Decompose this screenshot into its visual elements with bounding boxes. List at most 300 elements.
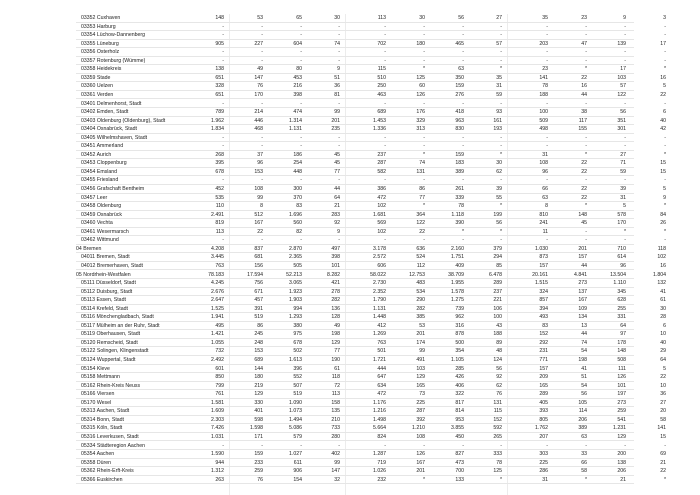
table-cell: 700 <box>455 468 464 475</box>
table-cell: 1.751 <box>451 254 464 261</box>
row-label: 03459 Osnabrück <box>81 211 122 218</box>
table-cell: 1.031 <box>211 433 224 440</box>
table-cell: 81 <box>334 91 340 98</box>
row-label: 03455 Friesland <box>81 177 119 184</box>
row-label: 05116 Mönchengladbach, Stadt <box>81 314 154 321</box>
table-cell: 505 <box>293 262 302 269</box>
table-cell: 878 <box>455 331 464 338</box>
row-label: 05117 Mülheim an der Ruhr, Stadt <box>81 322 160 329</box>
table-cell: 5 <box>623 203 626 210</box>
table-cell: 472 <box>377 391 386 398</box>
table-cell: * <box>663 476 666 483</box>
table-cell: 405 <box>539 399 548 406</box>
table-cell: - <box>546 100 548 107</box>
table-cell: 379 <box>493 245 502 252</box>
row-label: 05112 Duisburg, Stadt <box>81 288 133 295</box>
table-cell: 245 <box>254 331 263 338</box>
table-cell: 51 <box>334 74 340 81</box>
table-cell: 11 <box>542 228 548 235</box>
table-cell: 1.590 <box>211 451 224 458</box>
table-cell: 44 <box>581 262 587 269</box>
row-label: 03401 Delmenhorst, Stadt <box>81 100 142 107</box>
table-cell: 1.923 <box>289 288 302 295</box>
table-cell: 76 <box>257 476 263 483</box>
table-cell: 756 <box>254 280 263 287</box>
row-label: 04 Bremen <box>76 245 102 252</box>
table-cell: - <box>664 49 666 56</box>
table-cell: 35 <box>542 15 548 21</box>
table-cell: 364 <box>416 211 425 218</box>
table-cell: - <box>500 177 502 184</box>
table-cell: 101 <box>617 382 626 389</box>
table-cell: - <box>462 237 464 244</box>
table-cell: 761 <box>215 391 224 398</box>
row-label: 03452 Aurich <box>81 151 112 158</box>
table-cell: 1.312 <box>211 468 224 475</box>
table-cell: 15 <box>660 433 666 440</box>
table-cell: 1.026 <box>373 468 386 475</box>
table-cell: 1.421 <box>211 331 224 338</box>
table-cell: 148 <box>617 348 626 355</box>
table-row <box>76 48 666 57</box>
table-cell: 453 <box>293 74 302 81</box>
table-cell: 61 <box>660 297 666 304</box>
table-row <box>76 313 666 322</box>
table-cell: 512 <box>254 211 263 218</box>
table-cell: - <box>384 49 386 56</box>
table-cell: 452 <box>215 186 224 192</box>
row-label: 05358 Düren <box>81 459 111 466</box>
table-cell: 9 <box>337 66 340 73</box>
row-label: 03403 Oldenburg (Oldenburg), Stadt <box>81 117 166 124</box>
table-cell: 77 <box>419 194 425 201</box>
table-cell: 129 <box>331 339 340 346</box>
table-cell: * <box>499 151 502 158</box>
table-cell: 64 <box>620 322 626 329</box>
table-cell: 394 <box>539 305 548 312</box>
table-cell: - <box>222 177 224 184</box>
row-label: 03457 Leer <box>81 194 108 201</box>
table-cell: 2.572 <box>373 254 386 261</box>
table-cell: 2.352 <box>373 288 386 295</box>
table-cell: - <box>585 23 587 30</box>
table-cell: * <box>422 203 425 210</box>
table-cell: 611 <box>293 459 302 466</box>
table-cell: 1.269 <box>373 331 386 338</box>
table-cell: 830 <box>455 126 464 133</box>
table-cell: 286 <box>539 468 548 475</box>
table-cell: 16 <box>581 83 587 90</box>
table-cell: 99 <box>334 109 340 116</box>
table-cell: 1.498 <box>373 416 386 423</box>
table-cell: - <box>462 177 464 184</box>
table-cell: 280 <box>331 433 340 440</box>
table-cell: - <box>338 23 340 30</box>
table-row <box>76 134 666 143</box>
table-cell: * <box>663 66 666 73</box>
table-cell: * <box>663 228 666 235</box>
table-cell: 507 <box>293 382 302 389</box>
table-cell: 188 <box>493 331 502 338</box>
row-label: 05334 Städteregion Aachen <box>81 442 146 449</box>
row-label: 04012 Bremerhaven, Stadt <box>81 262 144 269</box>
table-cell: 255 <box>617 305 626 312</box>
table-cell: 2.870 <box>289 245 302 252</box>
table-cell: - <box>462 57 464 64</box>
table-cell: 22 <box>581 194 587 201</box>
table-cell: 1.790 <box>373 297 386 304</box>
table-cell: 201 <box>416 468 425 475</box>
table-cell: 763 <box>377 339 386 346</box>
table-cell: 21 <box>334 203 340 210</box>
table-cell: 824 <box>377 433 386 440</box>
table-cell: 733 <box>331 425 340 432</box>
table-cell: 13.504 <box>610 271 626 278</box>
table-cell: 282 <box>416 305 425 312</box>
table-row <box>76 416 666 425</box>
table-cell: 165 <box>416 382 425 389</box>
table-cell: 108 <box>254 186 263 192</box>
table-cell: 78.183 <box>208 271 224 278</box>
table-cell: - <box>222 442 224 449</box>
table-cell: 739 <box>455 305 464 312</box>
table-cell: 1.293 <box>289 314 302 321</box>
table-cell: - <box>585 177 587 184</box>
table-cell: 30 <box>334 15 340 21</box>
table-cell: 552 <box>293 374 302 381</box>
table-cell: 651 <box>215 91 224 98</box>
table-cell: 519 <box>254 314 263 321</box>
table-cell: - <box>585 228 587 235</box>
table-cell: 227 <box>254 40 263 47</box>
table-row <box>76 262 666 271</box>
table-cell: 122 <box>617 91 626 98</box>
row-label: 03358 Heidekreis <box>81 66 122 73</box>
table-cell: 161 <box>493 117 502 124</box>
table-cell: - <box>624 100 626 107</box>
table-cell: - <box>300 177 302 184</box>
table-cell: 328 <box>215 83 224 90</box>
table-cell: 141 <box>539 74 548 81</box>
table-cell: 138 <box>617 459 626 466</box>
table-cell: - <box>585 134 587 141</box>
table-cell: 483 <box>416 280 425 287</box>
table-cell: 20 <box>660 408 666 415</box>
table-cell: 1.804 <box>653 271 666 278</box>
table-cell: 789 <box>215 109 224 116</box>
table-cell: 294 <box>493 254 502 261</box>
table-cell: 9 <box>337 228 340 235</box>
table-cell: 147 <box>254 74 263 81</box>
row-label: 05124 Wuppertal, Stadt <box>81 357 136 363</box>
table-cell: 125 <box>493 468 502 475</box>
table-cell: 1.110 <box>613 280 626 287</box>
table-cell: 176 <box>416 109 425 116</box>
table-cell: 450 <box>455 433 464 440</box>
table-cell: 139 <box>617 40 626 47</box>
table-cell: - <box>624 32 626 39</box>
table-cell: 393 <box>539 408 548 415</box>
table-cell: 446 <box>254 117 263 124</box>
table-cell: 22 <box>581 74 587 81</box>
table-cell: 519 <box>293 391 302 398</box>
table-cell: - <box>462 32 464 39</box>
table-cell: - <box>222 134 224 141</box>
table-cell: 102 <box>657 254 666 261</box>
row-label: 05166 Viersen <box>81 391 115 398</box>
table-cell: 671 <box>254 288 263 295</box>
table-cell: 64 <box>660 357 666 363</box>
table-cell: - <box>462 49 464 56</box>
table-cell: 1.073 <box>289 408 302 415</box>
table-cell: 105 <box>578 399 587 406</box>
table-cell: 106 <box>493 305 502 312</box>
table-cell: 837 <box>254 245 263 252</box>
table-cell: - <box>585 57 587 64</box>
table-cell: - <box>423 100 425 107</box>
table-cell: 69 <box>660 451 666 458</box>
table-cell: 501 <box>377 348 386 355</box>
table-cell: 129 <box>617 433 626 440</box>
table-cell: 186 <box>293 151 302 158</box>
table-cell: 77 <box>334 168 340 175</box>
table-row <box>76 91 666 100</box>
table-cell: 805 <box>539 416 548 423</box>
table-cell: 509 <box>539 117 548 124</box>
table-cell: 232 <box>377 476 386 483</box>
table-row <box>76 31 666 40</box>
table-cell: 4.208 <box>211 245 224 252</box>
table-cell: 40 <box>660 117 666 124</box>
table-cell: 681 <box>254 254 263 261</box>
table-cell: - <box>261 32 263 39</box>
table-cell: 58 <box>581 468 587 475</box>
row-label: 03355 Lüneburg <box>81 40 119 47</box>
row-label: 05314 Bonn, Stadt <box>81 416 124 423</box>
table-cell: 799 <box>215 382 224 389</box>
table-cell: 401 <box>254 408 263 415</box>
table-cell: 152 <box>493 416 502 423</box>
table-cell: 99 <box>334 459 340 466</box>
table-cell: - <box>462 23 464 30</box>
table-cell: - <box>423 177 425 184</box>
table-cell: 115 <box>377 66 386 73</box>
table-cell: - <box>546 57 548 64</box>
table-cell: 40 <box>660 339 666 346</box>
table-cell: 200 <box>617 451 626 458</box>
table-cell: 157 <box>578 254 587 261</box>
table-cell: - <box>338 57 340 64</box>
table-row <box>76 151 666 160</box>
table-cell: 2.491 <box>211 211 224 218</box>
table-cell: 1.231 <box>613 425 626 432</box>
table-cell: - <box>624 23 626 30</box>
table-cell: 58 <box>660 416 666 423</box>
table-cell: - <box>423 134 425 141</box>
table-cell: 92 <box>334 220 340 227</box>
row-label: 03405 Wilhelmshaven, Stadt <box>81 134 148 141</box>
table-cell: - <box>338 100 340 107</box>
table-cell: 165 <box>539 382 548 389</box>
table-cell: 391 <box>254 305 263 312</box>
table-cell: - <box>546 143 548 150</box>
table-cell: 62 <box>496 168 502 175</box>
table-cell: 141 <box>657 425 666 432</box>
table-cell: 651 <box>215 74 224 81</box>
row-label: 03353 Harburg <box>81 23 116 30</box>
table-cell: 102 <box>377 228 386 235</box>
table-cell: 56 <box>496 220 502 227</box>
table-cell: 30 <box>660 305 666 312</box>
row-label: 03460 Vechta <box>81 220 113 227</box>
table-cell: 44 <box>581 331 587 338</box>
table-cell: * <box>584 151 587 158</box>
table-cell: 1.598 <box>250 425 263 432</box>
table-cell: 771 <box>539 357 548 363</box>
table-cell: - <box>664 237 666 244</box>
table-cell: 1.090 <box>289 399 302 406</box>
row-label: 03458 Oldenburg <box>81 203 122 210</box>
table-cell: 198 <box>578 357 587 363</box>
table-cell: * <box>584 476 587 483</box>
table-row <box>76 339 666 348</box>
table-cell: 2.730 <box>373 280 386 287</box>
table-cell: 604 <box>293 40 302 47</box>
table-row <box>76 390 666 399</box>
table-cell: * <box>663 203 666 210</box>
table-cell: 129 <box>254 391 263 398</box>
table-cell: 819 <box>215 220 224 227</box>
table-cell: - <box>664 143 666 150</box>
table-cell: 52.213 <box>286 271 302 278</box>
table-cell: 74 <box>581 339 587 346</box>
table-cell: - <box>261 143 263 150</box>
table-cell: - <box>384 57 386 64</box>
table-cell: 199 <box>493 211 502 218</box>
table-cell: - <box>300 49 302 56</box>
table-cell: 702 <box>377 40 386 47</box>
table-cell: 814 <box>455 408 464 415</box>
table-cell: 49 <box>334 322 340 329</box>
table-cell: 510 <box>377 74 386 81</box>
table-cell: 72 <box>334 382 340 389</box>
table-row <box>76 356 666 365</box>
table-cell: 159 <box>254 451 263 458</box>
table-cell: 30 <box>496 160 502 167</box>
table-cell: - <box>384 23 386 30</box>
table-cell: 26 <box>660 220 666 227</box>
table-cell: 171 <box>254 433 263 440</box>
table-cell: 63 <box>581 433 587 440</box>
table-cell: 55 <box>496 194 502 201</box>
table-cell: 398 <box>331 254 340 261</box>
table-cell: 287 <box>377 160 386 167</box>
table-cell: 108 <box>539 160 548 167</box>
table-cell: 97 <box>620 331 626 338</box>
table-cell: 216 <box>293 83 302 90</box>
table-cell: 463 <box>377 91 386 98</box>
table-cell: - <box>423 32 425 39</box>
table-cell: 259 <box>617 408 626 415</box>
table-cell: - <box>222 143 224 150</box>
table-cell: 6 <box>663 322 666 329</box>
table-cell: 231 <box>539 348 548 355</box>
table-cell: 10 <box>660 331 666 338</box>
table-cell: 316 <box>455 322 464 329</box>
table-row <box>76 347 666 356</box>
table-cell: * <box>422 151 425 158</box>
table-cell: 53 <box>257 15 263 21</box>
table-cell: 1.118 <box>451 211 464 218</box>
table-cell: 31 <box>542 151 548 158</box>
table-cell: - <box>384 143 386 150</box>
table-cell: 465 <box>455 40 464 47</box>
table-cell: 63 <box>458 66 464 73</box>
table-cell: 606 <box>377 262 386 269</box>
table-row <box>76 467 666 476</box>
table-cell: 180 <box>416 40 425 47</box>
table-row <box>76 108 666 117</box>
table-cell: 39 <box>496 186 502 192</box>
table-cell: 74 <box>334 40 340 47</box>
table-cell: 45 <box>581 220 587 227</box>
table-cell: 732 <box>215 348 224 355</box>
table-cell: 398 <box>293 91 302 98</box>
table-cell: 76 <box>257 83 263 90</box>
table-cell: 85 <box>496 262 502 269</box>
table-cell: 7.426 <box>211 425 224 432</box>
table-cell: 3.855 <box>451 425 464 432</box>
table-cell: 84 <box>660 211 666 218</box>
table-cell: 152 <box>539 331 548 338</box>
table-cell: 944 <box>215 459 224 466</box>
table-row <box>76 296 666 305</box>
table-row <box>76 82 666 91</box>
table-cell: 1.287 <box>373 451 386 458</box>
table-cell: 390 <box>455 220 464 227</box>
table-cell: 131 <box>416 168 425 175</box>
table-cell: - <box>500 442 502 449</box>
table-cell: 219 <box>254 382 263 389</box>
table-cell: - <box>222 32 224 39</box>
table-cell: 1.176 <box>373 399 386 406</box>
table-cell: - <box>585 442 587 449</box>
table-cell: 41 <box>581 365 587 372</box>
table-cell: 15 <box>660 160 666 167</box>
table-cell: - <box>384 442 386 449</box>
table-cell: 100 <box>539 109 548 116</box>
table-cell: 183 <box>455 160 464 167</box>
table-cell: 1.030 <box>535 245 548 252</box>
table-cell: 3.065 <box>289 280 302 287</box>
table-row <box>76 399 666 408</box>
table-cell: 292 <box>539 339 548 346</box>
table-cell: 180 <box>254 374 263 381</box>
table-cell: 389 <box>578 425 587 432</box>
table-row <box>76 176 666 185</box>
table-cell: 206 <box>578 416 587 423</box>
row-label: 05366 Euskirchen <box>81 476 123 483</box>
table-cell: 850 <box>215 374 224 381</box>
table-cell: - <box>423 49 425 56</box>
row-label: 05170 Wesel <box>81 399 112 406</box>
table-cell: 300 <box>293 186 302 192</box>
table-cell: 108 <box>416 433 425 440</box>
table-cell: 30 <box>419 15 425 21</box>
table-cell: 282 <box>331 297 340 304</box>
table-cell: - <box>300 23 302 30</box>
table-cell: 92 <box>496 374 502 381</box>
